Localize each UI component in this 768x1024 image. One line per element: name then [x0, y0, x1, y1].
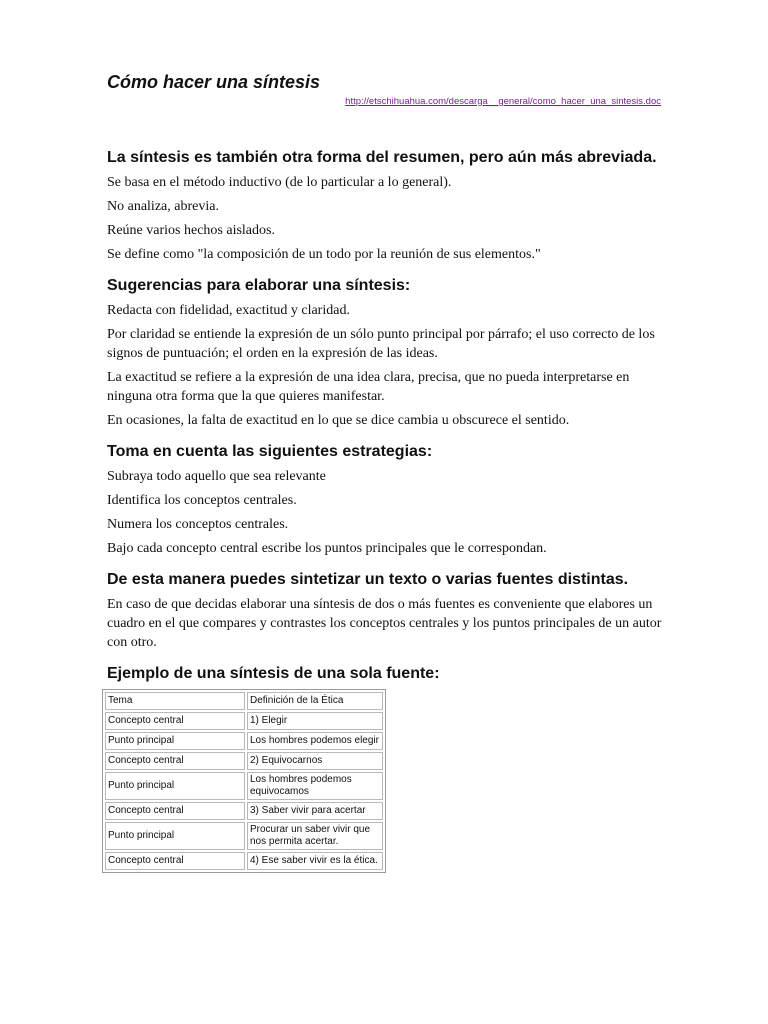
table-cell-value: Los hombres podemos equivocamos — [247, 772, 383, 800]
paragraph: Bajo cada concepto central escribe los puntos principales que le correspondan. — [107, 541, 547, 556]
section-heading: Ejemplo de una síntesis de una sola fuente: — [107, 665, 440, 682]
section-ejemplo — [107, 664, 667, 873]
source-link[interactable]: http://etschihuahua.com/descarga__general/como_hacer_una_sintesis.doc — [345, 96, 661, 107]
table-row — [105, 692, 383, 710]
table-cell-value: 2) Equivocarnos — [247, 752, 383, 770]
section-estrategias — [107, 442, 667, 558]
section-heading: De esta manera puedes sintetizar un texto o varias fuentes distintas. — [107, 571, 629, 588]
paragraph: Por claridad se entiende la expresión de un sólo punto principal por párrafo; el uso correcto de los signos de puntuación; el orden en la expresión de las ideas. — [107, 327, 655, 361]
table-cell-value: Los hombres podemos elegir — [247, 732, 383, 750]
table-cell-value: 1) Elegir — [247, 712, 383, 730]
document-body — [107, 148, 667, 885]
example-synthesis-table — [102, 689, 386, 873]
table-row — [105, 712, 383, 730]
table-cell-label: Punto principal — [105, 732, 245, 750]
section-varias-fuentes — [107, 570, 667, 652]
table-row — [105, 732, 383, 750]
paragraph: En ocasiones, la falta de exactitud en lo que se dice cambia u obscurece el sentido. — [107, 413, 570, 428]
table-cell-value: 4) Ese saber vivir es la ética. — [247, 852, 383, 870]
table-cell-value: 3) Saber vivir para acertar — [247, 802, 383, 820]
table-cell-value: Definición de la Ética — [247, 692, 383, 710]
section-heading: La síntesis es también otra forma del resumen, pero aún más abreviada. — [107, 149, 657, 166]
table-cell-label: Concepto central — [105, 802, 245, 820]
table-cell-label: Concepto central — [105, 752, 245, 770]
paragraph: Se define como "la composición de un todo por la reunión de sus elementos." — [107, 247, 541, 262]
table-cell-label: Punto principal — [105, 822, 245, 850]
section-sugerencias — [107, 276, 667, 430]
paragraph: Reúne varios hechos aislados. — [107, 223, 275, 238]
table-cell-label: Punto principal — [105, 772, 245, 800]
section-heading: Toma en cuenta las siguientes estrategias: — [107, 443, 433, 460]
table-cell-label: Concepto central — [105, 852, 245, 870]
paragraph: Identifica los conceptos centrales. — [107, 493, 297, 508]
section-heading: Sugerencias para elaborar una síntesis: — [107, 277, 411, 294]
table-row — [105, 772, 383, 800]
section-sintesis-definicion — [107, 148, 667, 264]
table-row — [105, 752, 383, 770]
document-title: Cómo hacer una síntesis — [107, 72, 321, 92]
paragraph: En caso de que decidas elaborar una síntesis de dos o más fuentes es conveniente que elabores un cuadro en el que compares y contrastes los conceptos centrales y los puntos principales de un autor con otro. — [107, 597, 662, 650]
table-cell-label: Concepto central — [105, 712, 245, 730]
paragraph: Se basa en el método inductivo (de lo particular a lo general). — [107, 175, 452, 190]
table-row — [105, 822, 383, 850]
paragraph: No analiza, abrevia. — [107, 199, 219, 214]
paragraph: Subraya todo aquello que sea relevante — [107, 469, 326, 484]
paragraph: Numera los conceptos centrales. — [107, 517, 289, 532]
table-row — [105, 802, 383, 820]
paragraph: La exactitud se refiere a la expresión de una idea clara, precisa, que no pueda interpretarse en ninguna otra forma que la que quieres manifestar. — [107, 370, 630, 404]
paragraph: Redacta con fidelidad, exactitud y claridad. — [107, 303, 350, 318]
table-cell-value: Procurar un saber vivir que nos permita acertar. — [247, 822, 383, 850]
table-cell-label: Tema — [105, 692, 245, 710]
table-row — [105, 852, 383, 870]
